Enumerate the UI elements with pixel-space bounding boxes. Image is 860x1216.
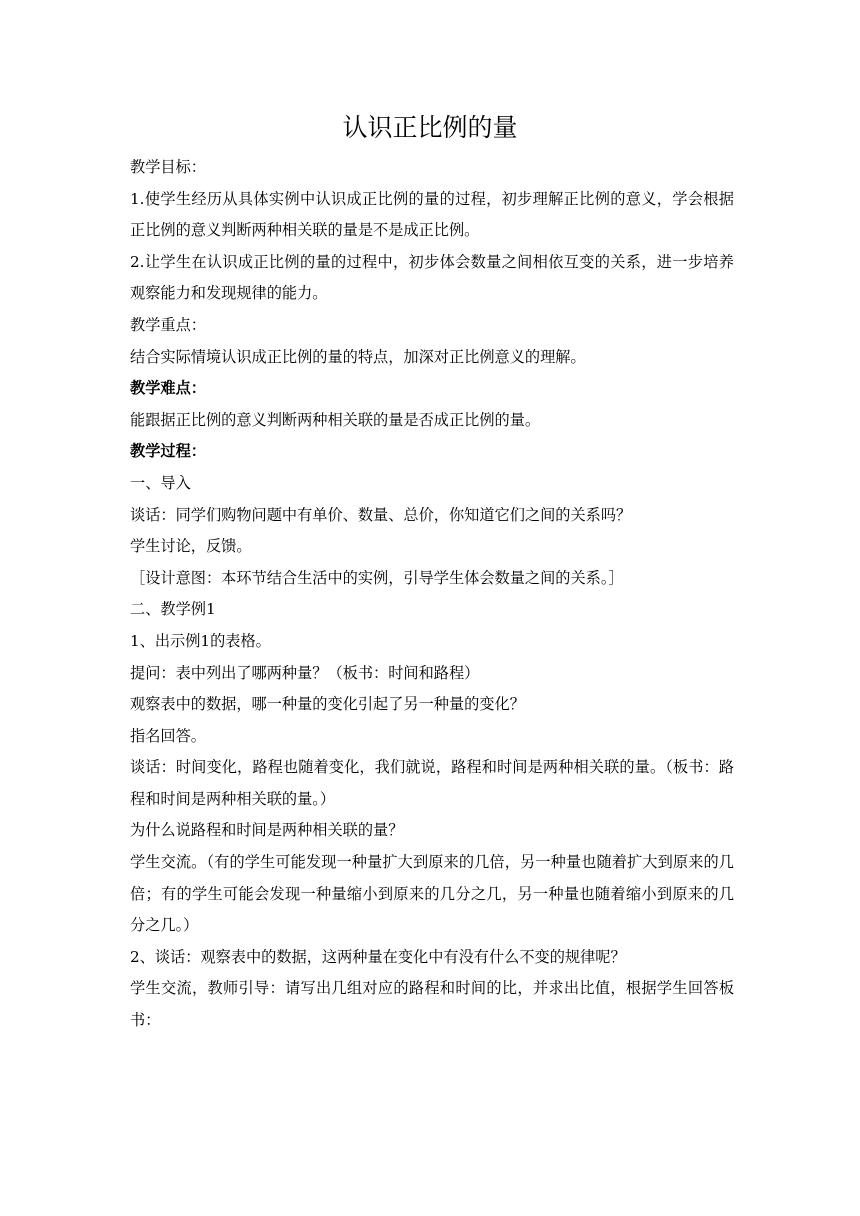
goal-item-2: 2.让学生在认识成正比例的量的过程中，初步体会数量之间相依互变的关系，进一步培养观察能力和发现规律的能力。: [130, 252, 734, 303]
section-introduction: 一、导入: [130, 473, 191, 492]
difficulties-text: 能跟据正比例的意义判断两种相关联的量是否成正比例的量。: [130, 410, 541, 429]
paragraph-teacher-guide: 学生交流，教师引导：请写出几组对应的路程和时间的比，并求出比值，根据学生回答板书：: [130, 979, 734, 1030]
step-show-table: 1、出示例1的表格。: [130, 631, 271, 650]
heading-difficulties: 教学难点：: [130, 379, 206, 398]
paragraph-question-1: 提问：表中列出了哪两种量？（板书：时间和路程）: [130, 663, 480, 682]
heading-teaching-process: 教学过程：: [130, 442, 206, 461]
paragraph-talk-2: 谈话：时间变化，路程也随着变化，我们就说，路程和时间是两种相关联的量。（板书：路程和时间是两种相关联的量。）: [130, 758, 734, 808]
page-title: 认识正比例的量: [342, 113, 518, 142]
document-body: [130, 152, 734, 1037]
paragraph-discussion: 学生讨论，反馈。: [130, 537, 252, 556]
paragraph-talk-1: 谈话：同学们购物问题中有单价、数量、总价，你知道它们之间的关系吗？: [130, 505, 632, 524]
step-talk-3: 2、谈话：观察表中的数据，这两种量在变化中有没有什么不变的规律呢？: [130, 947, 626, 966]
paragraph-student-exchange: 学生交流。（有的学生可能发现一种量扩大到原来的几倍，另一种量也随着扩大到原来的几倍；有的学生可能会发现一种量缩小到原来的几分之几，另一种量也随着缩小到原来的几分之几。）: [130, 853, 734, 935]
section-example-1: 二、教学例1: [130, 600, 216, 619]
heading-teaching-goals: 教学目标：: [130, 158, 206, 176]
paragraph-answer: 指名回答。: [130, 726, 206, 745]
paragraph-observe: 观察表中的数据，哪一种量的变化引起了另一种量的变化？: [130, 695, 525, 714]
key-points-text: 结合实际情境认识成正比例的量的特点，加深对正比例意义的理解。: [130, 347, 586, 366]
paragraph-design-intent: ［设计意图：本环节结合生活中的实例，引导学生体会数量之间的关系。］: [130, 568, 624, 587]
goal-item-1: 1.使学生经历从具体实例中认识成正比例的量的过程，初步理解正比例的意义，学会根据正比例的意义判断两种相关联的量是不是成正比例。: [130, 189, 734, 240]
heading-key-points: 教学重点：: [130, 315, 206, 334]
paragraph-question-2: 为什么说路程和时间是两种相关联的量？: [130, 821, 404, 840]
